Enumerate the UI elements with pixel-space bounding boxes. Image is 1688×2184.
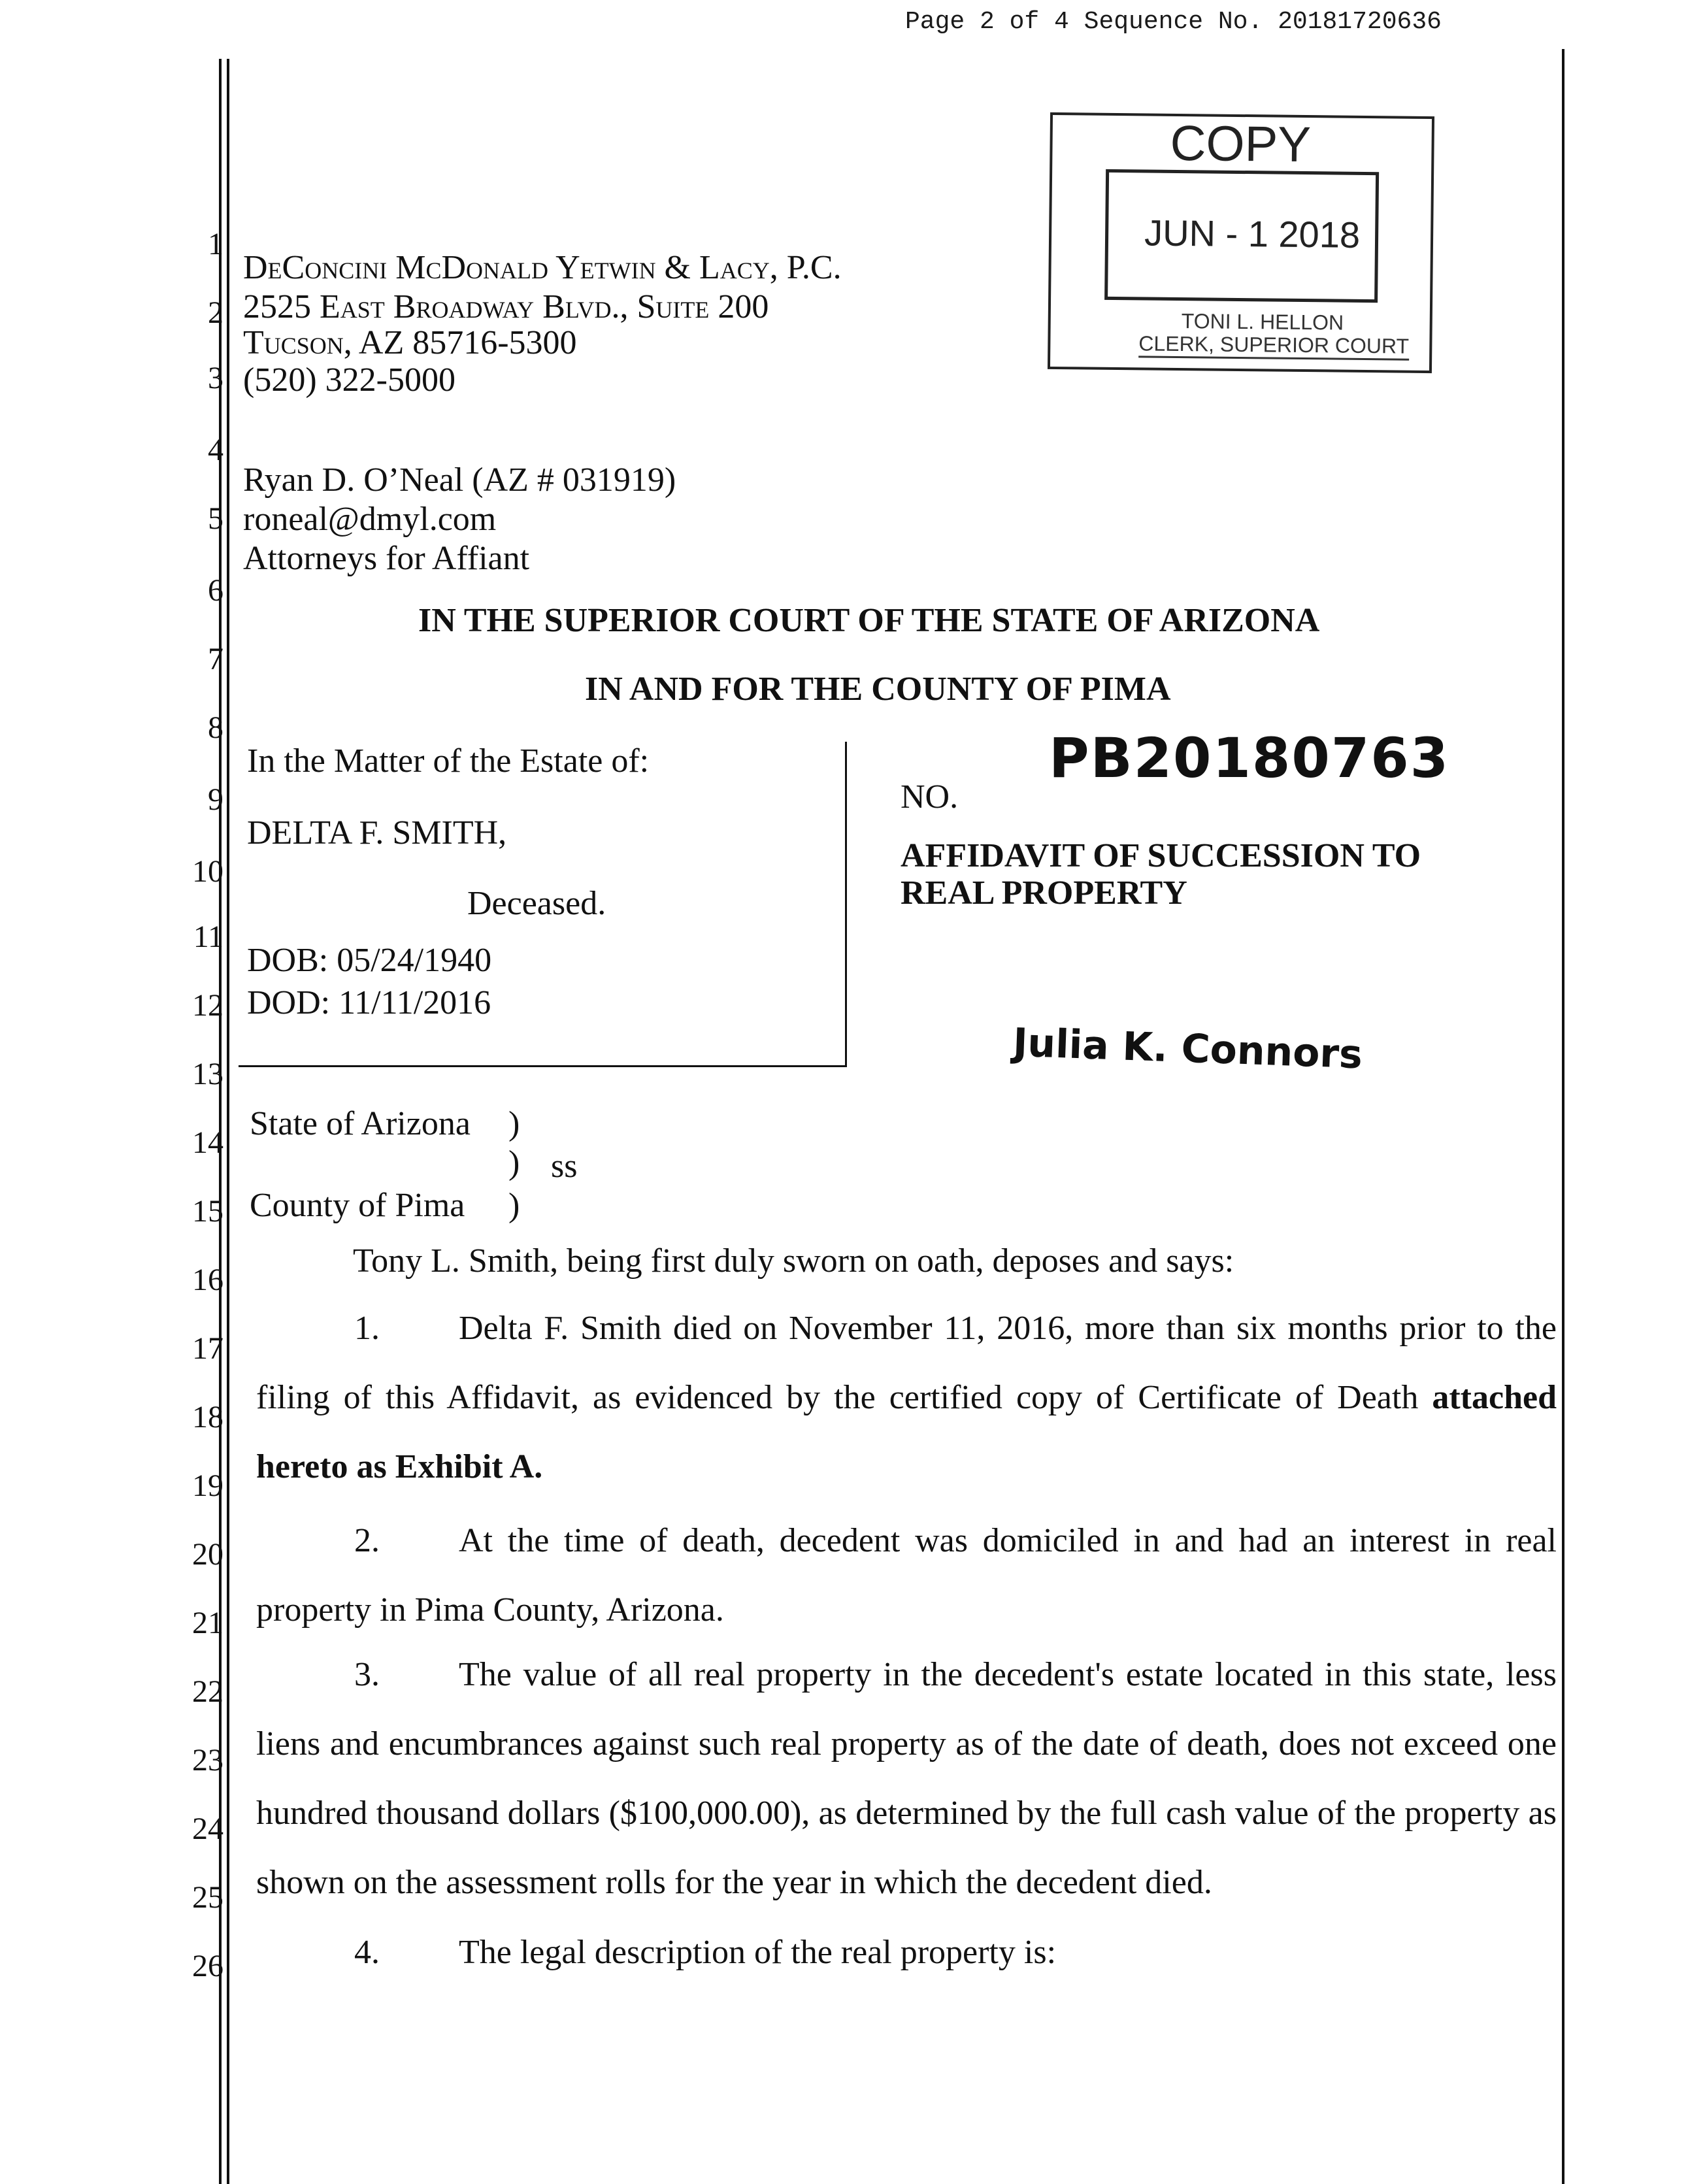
line-number: 6 (208, 573, 223, 608)
caption-dob: DOB: 05/24/1940 (247, 942, 492, 979)
venue-state: State of Arizona (250, 1105, 471, 1142)
firm-name: DeConcini McDonald Yetwin & Lacy, P.C. (243, 249, 842, 286)
court-copy-stamp (1048, 112, 1434, 373)
line-number: 3 (208, 361, 223, 395)
line-number: 19 (192, 1468, 223, 1503)
firm-address: 2525 East Broadway Blvd., Suite 200 (243, 288, 769, 325)
page-sequence-header: Page 2 of 4 Sequence No. 20181720636 (905, 8, 1442, 36)
venue-paren-2: ) (508, 1144, 520, 1182)
line-number: 25 (192, 1880, 223, 1915)
line-number: 7 (208, 642, 223, 676)
venue-paren-1: ) (508, 1105, 520, 1142)
line-number: 20 (192, 1537, 223, 1572)
paragraph-4-number: 4. (354, 1934, 380, 1971)
paragraph-2-text: At the time of death, decedent was domiciled in and had an interest in real property in Pima County, Arizona. (256, 1522, 1557, 1629)
paragraph-1 (256, 1294, 1557, 1502)
line-number: 12 (192, 988, 223, 1023)
venue-county: County of Pima (250, 1187, 465, 1224)
line-number: 15 (192, 1194, 223, 1229)
line-number: 22 (192, 1674, 223, 1709)
caption-matter: In the Matter of the Estate of: (247, 742, 650, 780)
paragraph-3-text: The value of all real property in the decedent's estate located in this state, less liens and encumbrances against such real property as of the date of death, does not exceed one hundred thousand dollars ($100,000.00), as determined by the full cash value of the property as shown on the assessment rolls for the year in which the decedent died. (256, 1656, 1557, 1901)
stamp-copy-label: COPY (1170, 115, 1312, 173)
paragraph-3 (256, 1640, 1557, 1917)
line-number: 17 (192, 1331, 223, 1366)
paragraph-4-text: The legal description of the real property is: (459, 1934, 1057, 1971)
case-number-stamp: PB20180763 (1049, 726, 1450, 790)
left-margin-rule-inner (227, 59, 229, 2184)
line-number: 8 (208, 710, 223, 745)
court-heading-line2: IN AND FOR THE COUNTY OF PIMA (585, 670, 1171, 708)
line-number: 4 (208, 433, 223, 467)
line-number: 24 (192, 1812, 223, 1846)
caption-dod: DOD: 11/11/2016 (247, 984, 491, 1021)
paragraph-2 (256, 1506, 1557, 1645)
paragraph-3-number: 3. (354, 1656, 380, 1693)
right-margin-rule (1562, 49, 1564, 2184)
line-number: 2 (208, 295, 223, 330)
stamp-clerk-title: CLERK, SUPERIOR COURT (1138, 331, 1409, 360)
document-title-line1: AFFIDAVIT OF SUCCESSION TO (901, 837, 1421, 874)
line-number: 21 (192, 1606, 223, 1640)
assigned-judge-stamp: Julia K. Connors (1012, 1019, 1363, 1078)
firm-city: Tucson, AZ 85716-5300 (243, 324, 577, 361)
attorney-role: Attorneys for Affiant (243, 540, 530, 577)
line-number: 14 (192, 1125, 223, 1160)
line-number: 13 (192, 1057, 223, 1091)
paragraph-4 (256, 1918, 1557, 1987)
paragraph-2-number: 2. (354, 1522, 380, 1559)
line-number: 10 (192, 854, 223, 889)
line-number: 23 (192, 1743, 223, 1778)
court-heading-line1: IN THE SUPERIOR COURT OF THE STATE OF ARIZONA (418, 602, 1320, 639)
line-number: 16 (192, 1263, 223, 1297)
case-no-label: NO. (901, 778, 959, 816)
caption-status: Deceased. (467, 885, 606, 922)
stamp-date: JUN - 1 2018 (1144, 212, 1361, 256)
document-title-line2: REAL PROPERTY (901, 874, 1187, 912)
paragraph-1-number: 1. (354, 1310, 380, 1347)
line-number: 18 (192, 1400, 223, 1434)
stamp-clerk-name: TONI L. HELLON (1181, 309, 1344, 335)
stamp-date-box (1104, 169, 1379, 303)
firm-phone: (520) 322-5000 (243, 361, 455, 399)
line-number: 26 (192, 1949, 223, 1983)
line-number: 11 (193, 919, 223, 954)
paragraph-1-text: Delta F. Smith died on November 11, 2016, more than six months prior to the filing of this Affidavit, as evidenced by the certified copy of Certificate of Death (256, 1310, 1557, 1416)
line-number: 9 (208, 782, 223, 817)
attorney-name: Ryan D. O’Neal (AZ # 031919) (243, 461, 676, 499)
paragraph-1-exhibit-ref: attached hereto as Exhibit A. (256, 1379, 1557, 1485)
caption-decedent: DELTA F. SMITH, (247, 814, 507, 852)
line-number: 5 (208, 501, 223, 536)
line-number: 1 (208, 227, 223, 261)
attorney-email: roneal@dmyl.com (243, 501, 497, 538)
venue-ss: ss (551, 1148, 578, 1185)
affidavit-intro: Tony L. Smith, being first duly sworn on oath, deposes and says: (353, 1242, 1234, 1280)
venue-paren-3: ) (508, 1187, 520, 1224)
